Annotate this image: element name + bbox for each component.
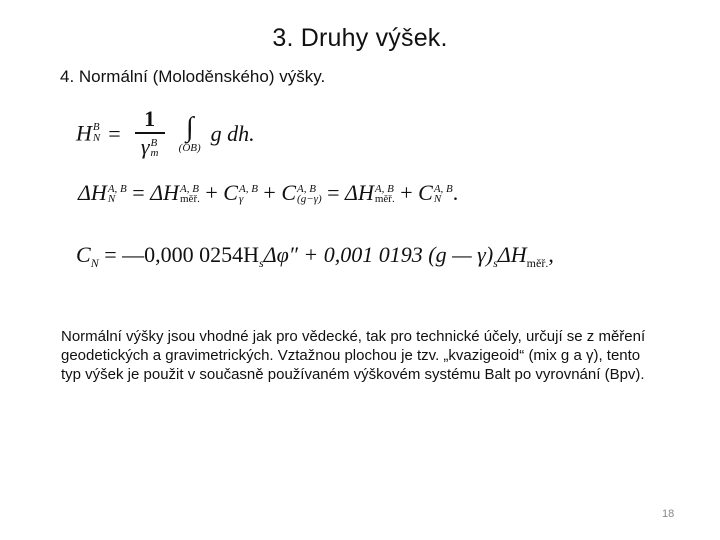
f3-rhs-c: ΔH: [497, 242, 527, 267]
f2-sub-d: (g−γ): [297, 193, 322, 206]
f2-term-f: C: [418, 180, 433, 205]
f2-sub-e: měř.: [374, 193, 395, 206]
den-sup: B: [150, 136, 158, 149]
slide-title: 3. Druhy výšek.: [272, 24, 448, 52]
formula-lhs: H: [76, 120, 92, 146]
fraction-numerator: 1: [144, 106, 156, 131]
f2-sup-e: A, B: [374, 182, 394, 195]
formula-lhs-sub: N: [92, 132, 101, 145]
formula-normal-height: [76, 108, 255, 168]
f2-term-a: ΔH: [78, 180, 107, 205]
f2-sup-a: A, B: [107, 182, 127, 195]
f2-sub-c: γ: [238, 193, 244, 206]
f2-sup-f: A, B: [433, 182, 453, 195]
f2-plus2: +: [263, 180, 276, 205]
f3-lhs: C: [76, 242, 91, 267]
f2-plus1: +: [205, 180, 218, 205]
f2-term-c: C: [223, 180, 238, 205]
integrand: g dh.: [210, 120, 255, 146]
formula-fraction: [135, 108, 165, 159]
f3-rhs-sub2: s: [493, 256, 498, 270]
f2-end: .: [452, 180, 459, 205]
f3-rhs-sub3: měř.: [526, 256, 549, 270]
f2-sup-b: A, B: [180, 182, 199, 195]
formula-equals: =: [108, 120, 121, 146]
f3-end: ,: [548, 242, 554, 267]
f2-term-d: C: [281, 180, 297, 205]
f3-rhs-a: —0,000 0254H: [122, 242, 260, 267]
f2-sub-b: měř.: [180, 193, 200, 206]
f2-plus3: +: [400, 180, 413, 205]
formula-lhs-sup: B: [92, 121, 100, 134]
f2-sub-f: N: [433, 193, 442, 206]
page-number: 18: [662, 508, 675, 520]
formula-height-difference: [78, 180, 458, 206]
formula-normal-correction: [76, 242, 554, 271]
f3-lhs-sub: N: [90, 256, 99, 270]
f2-sup-d: A, B: [297, 182, 316, 195]
f2-term-e: ΔH: [345, 180, 374, 205]
f2-sup-c: A, B: [238, 182, 258, 195]
f2-eq1: =: [132, 180, 145, 205]
integral-limit: (OB): [178, 141, 201, 154]
f3-eq: =: [104, 242, 117, 267]
fraction-denominator: γ: [140, 134, 150, 159]
integral-sign: ∫ (OB): [178, 111, 201, 154]
f2-eq2: =: [327, 180, 340, 205]
description-paragraph: Normální výšky jsou vhodné jak pro vědecké, tak pro technické účely, určují se z měření geodetických a gravimetrických. Vztažnou plochou je tzv. „kvazigeoid“ (mix g a γ), tento typ výšek je použit v současně používaném výškovém systému Balt po vyrovnání (Bpv).: [61, 328, 646, 383]
section-subtitle: 4. Normální (Moloděnského) výšky.: [60, 67, 326, 86]
f2-term-b: ΔH: [150, 180, 179, 205]
f3-rhs-sub1: s: [259, 256, 264, 270]
den-sub: m: [150, 147, 159, 160]
f3-rhs-b: Δφ″ + 0,001 0193 (g — γ): [263, 242, 494, 267]
f2-sub-a: N: [107, 193, 116, 206]
